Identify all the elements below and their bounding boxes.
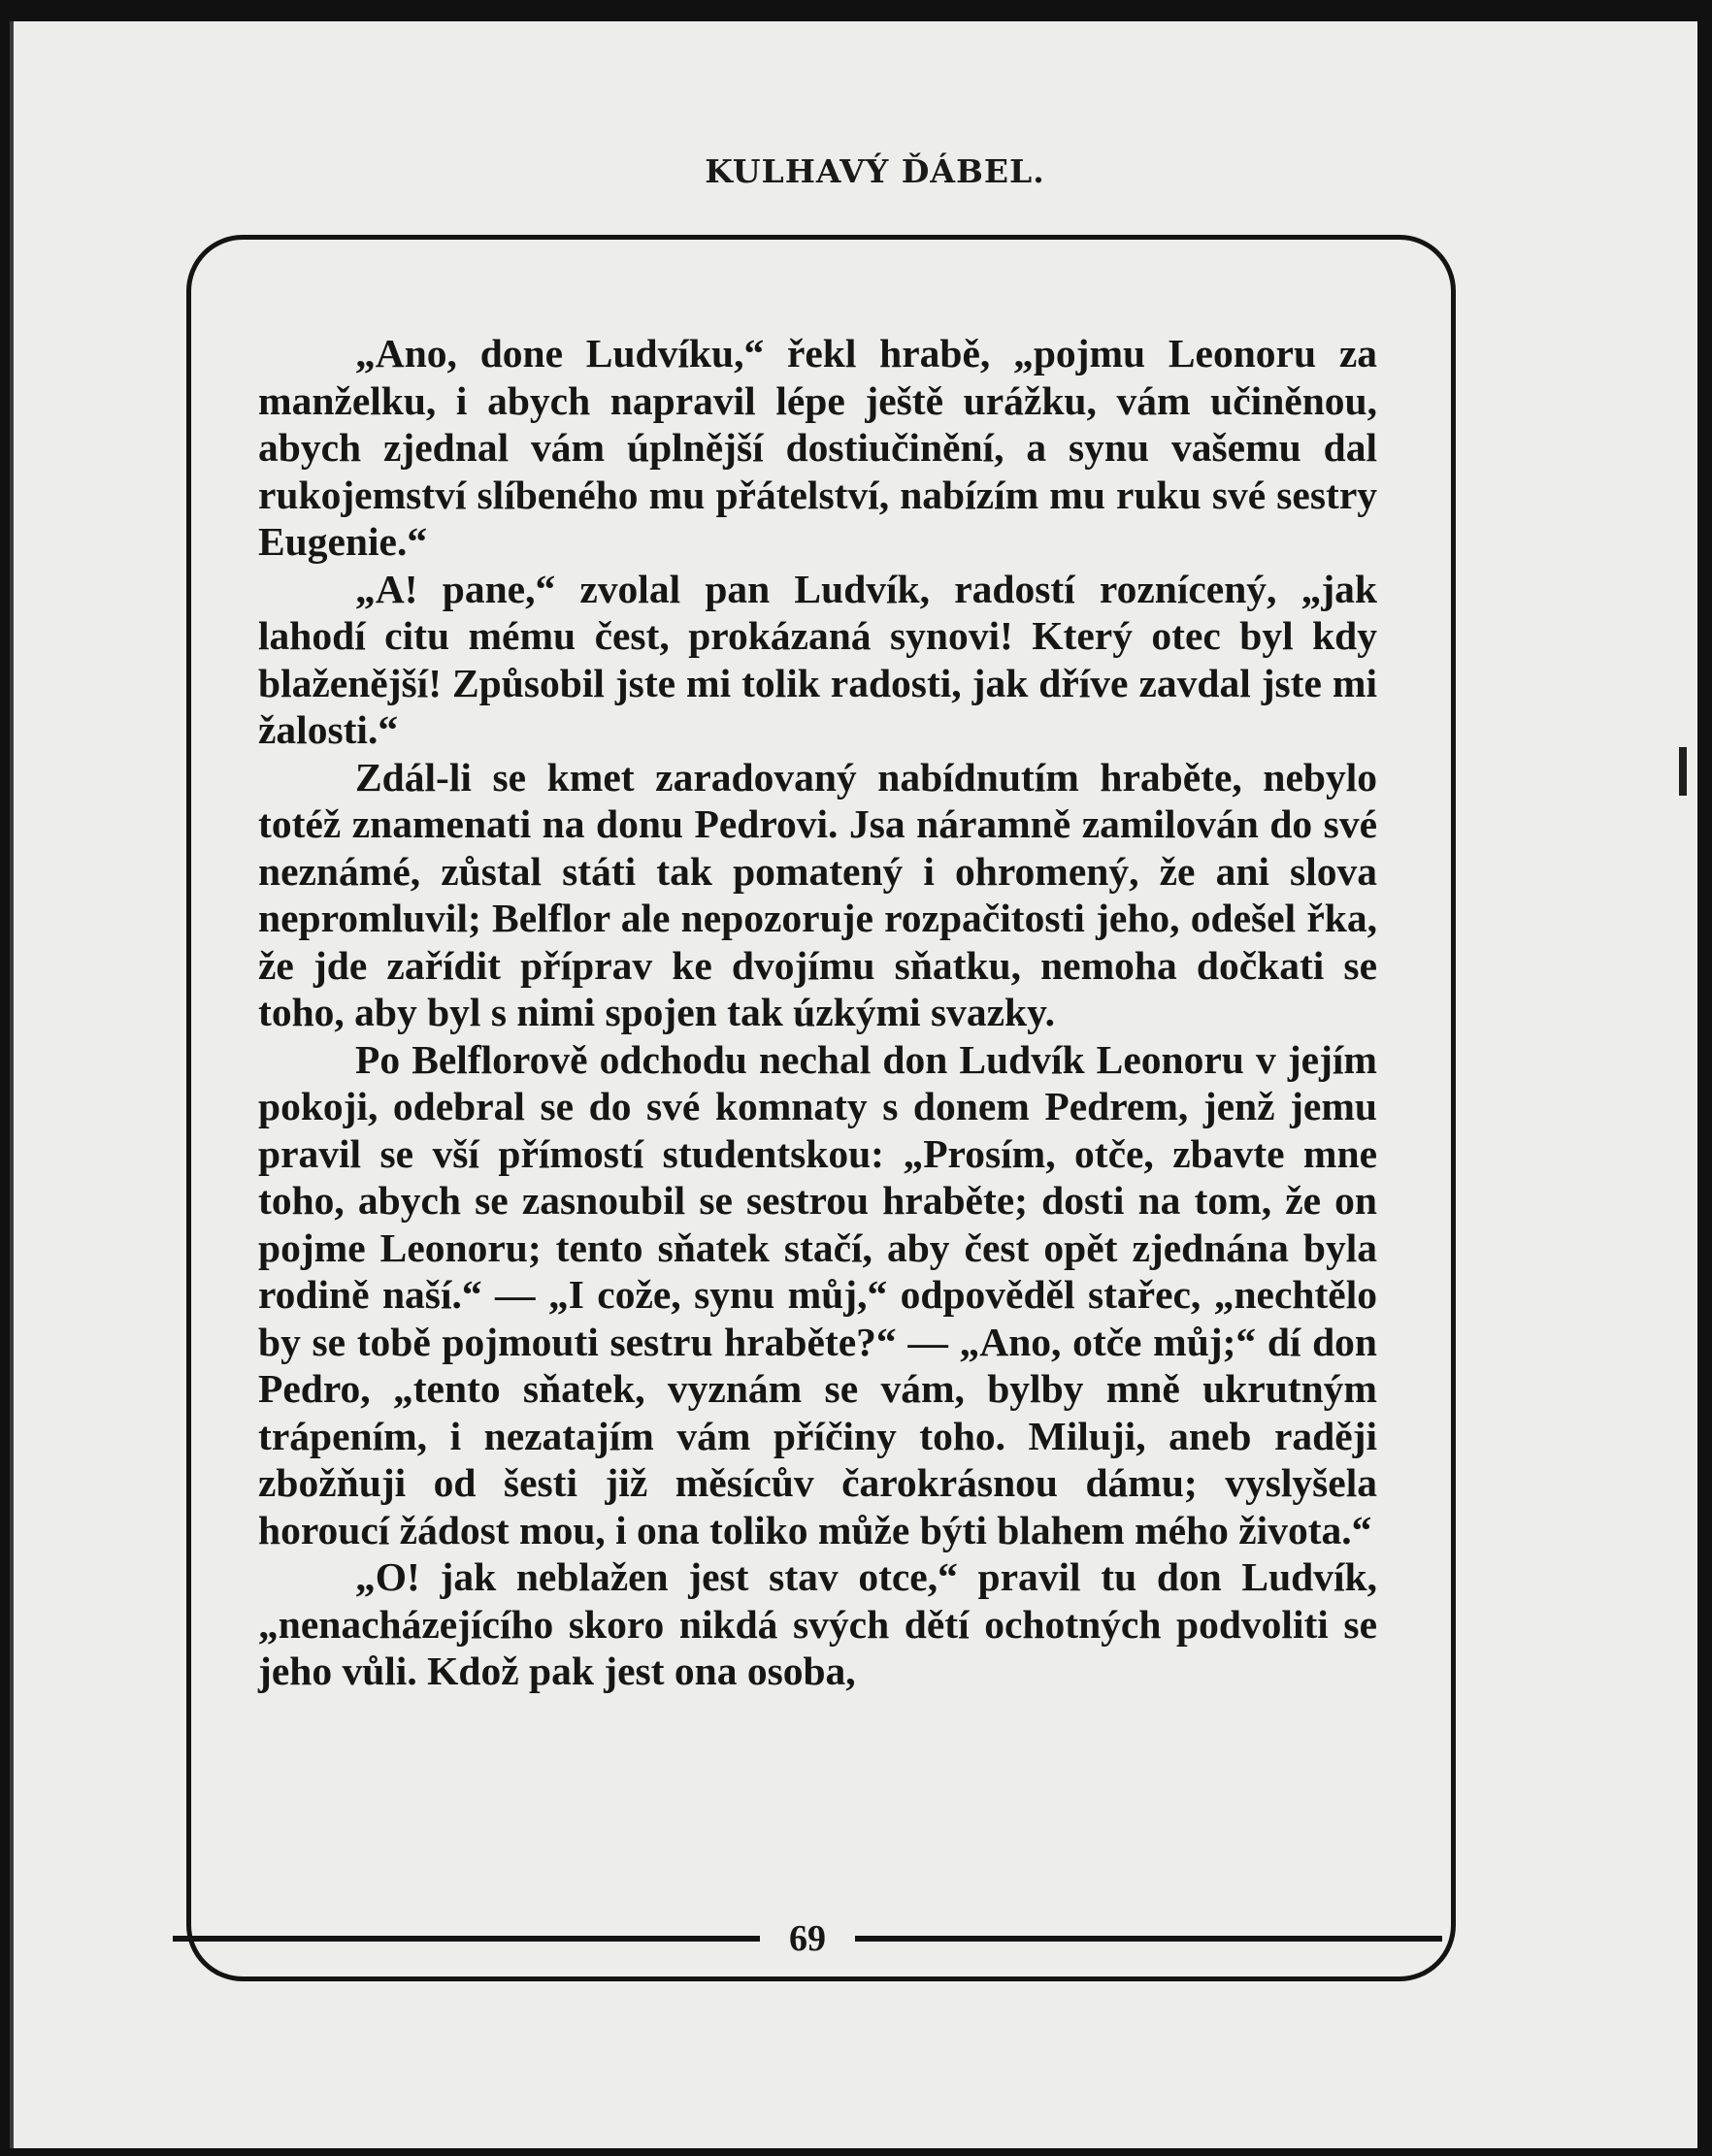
paragraph: „Ano, done Ludvíku,“ řekl hrabě, „pojmu Leonoru za manželku, i abych napravil lépe ještě urážku, vám učiněnou, abych zjednal vám úplnější dostiučinění, a synu vašemu dal rukojemství slíbeného mu přátelství, nabízím mu ruku své sestry Eugenie.“ [258, 331, 1377, 564]
body-text [258, 330, 1377, 1695]
footer-rule-left [173, 1936, 760, 1942]
paragraph: „A! pane,“ zvolal pan Ludvík, radostí roznícený, „jak lahodí citu mému čest, prokázaná synovi! Který otec byl kdy blaženější! Způsobil jste mi tolik radosti, jak dříve zavdal jste mi žalosti.“ [258, 566, 1377, 752]
footer-rule-right [855, 1936, 1442, 1942]
paragraph: Zdál-li se kmet zaradovaný nabídnutím hraběte, nebylo totéž znamenati na donu Pedrovi. Jsa náramně zamilován do své neznámé, zůstal státi tak pomatený i ohromený, že ani slova nepromluvil; Belflor ale nepozoruje rozpačitosti jeho, odešel řka, že jde zařídit příprav ke dvojímu sňatku, nemoha dočkati se toho, aby byl s nimi spojen tak úzkými svazky. [258, 754, 1377, 1034]
book-page [10, 21, 1697, 2148]
paragraph: Po Belflorově odchodu nechal don Ludvík Leonoru v jejím pokoji, odebral se do své komnaty s donem Pedrem, jenž jemu pravil se vší přímostí studentskou: „Prosím, otče, zbavte mne toho, abych se zasnoubil se sestrou hraběte; dosti na tom, že on pojme Leonoru; tento sňatek stačí, aby čest opět zjednána byla rodině naší.“ — „I cože, synu můj,“ odpověděl stařec, „nechtělo by se tobě pojmouti sestru hraběte?“ — „Ano, otče můj;“ dí don Pedro, „tento sňatek, vyznám se vám, bylby mně ukrutným trápením, i nezatajím vám příčiny toho. Miluji, aneb raději zbožňuji od šesti již měsícův čarokrásnou dámu; vyslyšela horoucí žádost mou, i ona toliko může býti blahem mého života.“ [258, 1036, 1377, 1552]
page-number: 69 [760, 1917, 855, 1960]
paragraph: „O! jak neblažen jest stav otce,“ pravil tu don Ludvík, „nenacházejícího skoro nikdá svých dětí ochotných podvoliti se jeho vůli. Kdož pak jest ona osoba, [258, 1554, 1377, 1693]
scan-edge-mark [1679, 747, 1687, 796]
running-header: KULHAVÝ ĎÁBEL. [705, 152, 1045, 190]
page-footer [173, 1910, 1442, 1968]
